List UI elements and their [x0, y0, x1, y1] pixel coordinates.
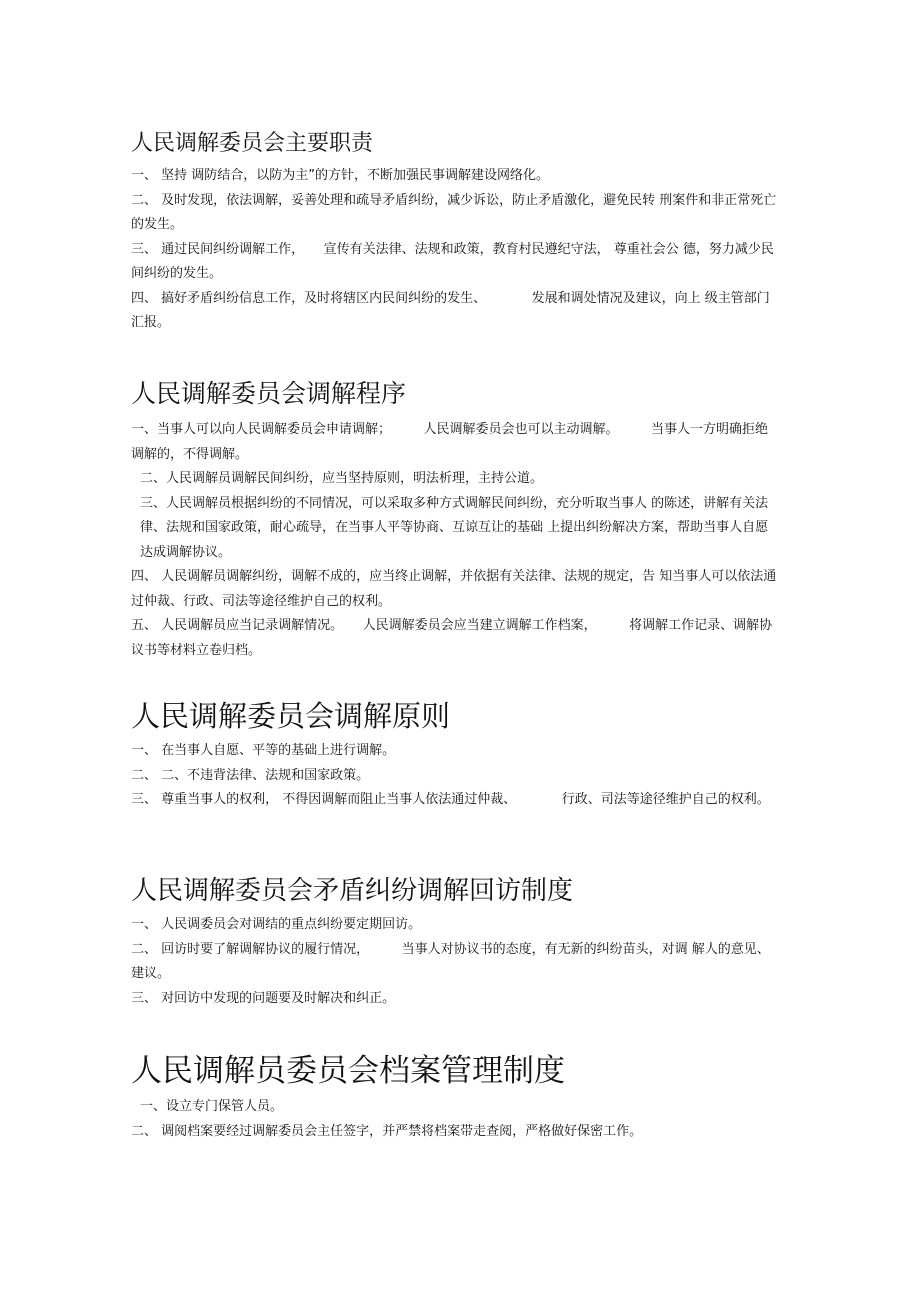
section-mediation-principles: [131, 695, 777, 813]
paragraph: 三、人民调解员根据纠纷的不同情况，可以采取多种方式调解民间纠纷，充分听取当事人 的陈述，讲解有关法律、法规和国家政策，耐心疏导，在当事人平等协商、互谅互让的基础 上提出纠纷解决方案，帮助当事人自愿达成调解协议。: [140, 495, 769, 560]
section-archive-management: [131, 1049, 777, 1144]
section-follow-up-system: [131, 872, 777, 1011]
section-title: 人民调解委员会主要职责: [131, 131, 374, 156]
section-mediation-procedure: [131, 376, 777, 663]
section-title: 人民调解委员会矛盾纠纷调解回访制度: [131, 876, 574, 906]
paragraph: 三、 对回访中发现的问题要及时解决和纠正。: [131, 990, 396, 1006]
section-title: 人民调解委员会调解原则: [131, 699, 451, 733]
paragraph: 四、 搞好矛盾纠纷信息工作，及时将辖区内民间纠纷的发生、 发展和调处情况及建议，向上 级主管部门汇报。: [131, 290, 770, 330]
section-main-duties: [131, 128, 777, 336]
paragraph: 二、 二、不违背法律、法规和国家政策。: [131, 767, 370, 783]
paragraph: 三、 通过民间纠纷调解工作， 宣传有关法律、法规和政策，教育村民遵纪守法， 尊重社会公 德，努力减少民间纠纷的发生。: [131, 241, 774, 281]
section-title: 人民调解委员会调解程序: [131, 379, 407, 408]
paragraph: 二、人民调解员调解民间纠纷，应当坚持原则，明法析理，主持公道。: [140, 471, 544, 486]
paragraph: 一、 人民调委员会对调结的重点纠纷要定期回访。: [131, 917, 422, 932]
section-title: 人民调解员委员会档案管理制度: [131, 1053, 565, 1089]
paragraph: 一、 坚持 调防结合，以防为主”的方针，不断加强民事调解建设网络化。: [131, 168, 549, 183]
paragraph: 一、设立专门保管人员。: [140, 1099, 284, 1114]
paragraph: 五、 人民调解员应当记录调解情况。 人民调解委员会应当建立调解工作档案， 将调解工作记录、调解协议书等材料立卷归档。: [131, 618, 773, 658]
paragraph: 二、 调阅档案要经过调解委员会主任签字，并严禁将档案带走查阅，严格做好保密工作。: [131, 1123, 643, 1139]
paragraph: 一、当事人可以向人民调解委员会申请调解； 人民调解委员会也可以主动调解。 当事人一方明确拒绝调解的，不得调解。: [131, 422, 769, 462]
paragraph: 四、 人民调解员调解纠纷，调解不成的，应当终止调解，并依据有关法律、法规的规定，告 知当事人可以依法通过仲裁、行政、司法等途径维护自己的权利。: [131, 569, 777, 609]
paragraph: 二、 及时发现，依法调解，妥善处理和疏导矛盾纠纷，减少诉讼，防止矛盾激化，避免民转 刑案件和非正常死亡的发生。: [131, 192, 777, 232]
paragraph: 一、 在当事人自愿、平等的基础上进行调解。: [131, 743, 396, 758]
paragraph: 二、 回访时要了解调解协议的履行情况， 当事人对协议书的态度，有无新的纠纷苗头，对调 解人的意见、建议。: [131, 941, 770, 981]
paragraph: 三、 尊重当事人的权利， 不得因调解而阻止当事人依法通过仲裁、 行政、司法等途径维护自己的权利。: [131, 792, 770, 807]
